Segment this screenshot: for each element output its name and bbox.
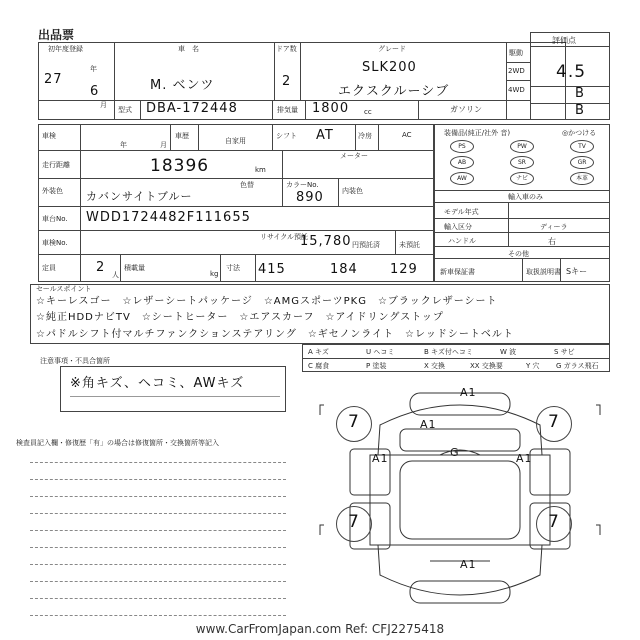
option-label: 車検No. — [42, 239, 68, 247]
equipment-item: GR — [570, 156, 594, 169]
reg-month: 6 — [90, 84, 100, 99]
equip-legend: ◎かつける — [562, 129, 597, 137]
damage-right: A1 — [516, 452, 533, 465]
equipment-item: AB — [450, 156, 474, 169]
year-unit: 年 — [90, 65, 97, 73]
maker-value: M. ベンツ — [150, 78, 215, 93]
legend-y: Y 穴 — [526, 362, 540, 370]
private-label: 自家用 — [225, 137, 246, 145]
legend-u: U ヘコミ — [366, 348, 395, 356]
shaken-label: 車検 — [42, 132, 56, 140]
repair-line — [30, 479, 286, 480]
model-year-label: モデル年式 — [444, 208, 479, 216]
load-label: 積載量 — [124, 264, 145, 272]
repair-line — [30, 462, 286, 463]
equipment-item: 本革 — [570, 172, 594, 185]
importer-label: 輸入区分 — [444, 223, 472, 231]
month-unit: 月 — [100, 101, 107, 109]
legend-g: G ガラス飛石 — [556, 362, 599, 370]
equipment-item: ナビ — [510, 172, 534, 185]
grade-line2: エクスクルーシブ — [338, 84, 450, 99]
color-original: カバンサイトブルー — [86, 190, 193, 203]
equipment-item: PW — [510, 140, 534, 153]
shaken-month: 月 — [160, 141, 167, 149]
equip-label: 装備品(純正/社外 音) — [444, 129, 511, 137]
legend-s: S サビ — [554, 348, 575, 356]
repair-line — [30, 496, 286, 497]
grade-label: グレード — [378, 45, 406, 53]
importer-value: ディーラ — [540, 223, 568, 231]
imports-label: 輸入車のみ — [508, 193, 543, 201]
doors-label: ドア数 — [276, 45, 297, 53]
damage-hood: A1 — [420, 418, 437, 431]
vin-label: 車台No. — [42, 215, 68, 223]
equipment-item: TV — [570, 140, 594, 153]
repair-line — [30, 598, 286, 599]
displacement-value: 1800 — [312, 101, 350, 116]
legend-a: A キズ — [308, 348, 329, 356]
footer-watermark: www.CarFromJapan.com Ref: CFJ2275418 — [195, 622, 445, 636]
dims-label: 寸法 — [226, 264, 240, 272]
color-no-label: カラーNo. — [286, 181, 319, 189]
shift-value: AT — [316, 128, 334, 143]
width-value: 184 — [330, 262, 358, 277]
not-deposited: 未預託 — [399, 241, 420, 249]
interior-score: B — [575, 86, 585, 101]
sales-point-line1: ☆キーレスゴー ☆レザーシートパッケージ ☆AMGスポーツPKG ☆ブラックレザーシート — [36, 296, 498, 307]
notes-text: ※角キズ、ヘコミ、AWキズ — [70, 376, 245, 391]
damage-left: A1 — [372, 452, 389, 465]
recycle-amount: 15,780 — [300, 234, 352, 249]
cc-unit: cc — [364, 108, 372, 116]
recycle-unit: 円預託済 — [352, 241, 380, 249]
model-label: 型式 — [118, 106, 132, 114]
repair-line — [30, 581, 286, 582]
displacement-label: 排気量 — [277, 106, 298, 114]
score-label: 評価点 — [552, 36, 576, 45]
equipment-item: SR — [510, 156, 534, 169]
capacity-label: 定員 — [42, 264, 56, 272]
repair-label: 検査員記入欄・修復歴「有」の場合は修復箇所・交換箇所等記入 — [16, 439, 219, 447]
repair-line — [30, 564, 286, 565]
drive-2wd: 2WD — [508, 67, 525, 75]
tire-mark-fr: 7 — [548, 412, 560, 432]
drive-4wd: 4WD — [508, 86, 525, 94]
reg-year: 27 — [44, 72, 63, 87]
sales-points-label: セールスポイント — [36, 285, 92, 293]
mileage-value: 18396 — [150, 156, 210, 176]
repair-line — [30, 615, 286, 616]
legend-xx: XX 交換要 — [470, 362, 503, 370]
recycle-label: リサイクル預託 — [260, 233, 309, 241]
color-change-label: 色替 — [240, 181, 254, 189]
load-unit: kg — [210, 270, 219, 278]
sales-point-line2: ☆純正HDDナビTV ☆シートヒーター ☆エアスカーフ ☆アイドリングストップ — [36, 312, 444, 323]
repair-line — [30, 513, 286, 514]
repair-line — [30, 547, 286, 548]
keys-value: Sキー — [566, 267, 588, 276]
interior-color-label: 内装色 — [342, 187, 363, 195]
drive-label: 駆動 — [509, 49, 523, 57]
meter-label: メーター — [340, 152, 368, 160]
capacity-value: 2 — [96, 260, 106, 275]
mileage-label: 走行距離 — [42, 161, 70, 169]
equipment-item: PS — [450, 140, 474, 153]
vin-value: WDD1724482F111655 — [86, 210, 251, 225]
model-value: DBA-172448 — [146, 101, 238, 116]
tire-mark-fl: 7 — [348, 412, 360, 432]
fuel-value: ガソリン — [450, 105, 482, 114]
reg-year-label: 初年度登録 — [48, 45, 83, 53]
length-value: 415 — [258, 262, 286, 277]
page-title: 出品票 — [38, 28, 75, 42]
score-value: 4.5 — [556, 62, 587, 82]
equipment-item: AW — [450, 172, 474, 185]
shaken-year: 年 — [120, 141, 127, 149]
legend-c: C 腐食 — [308, 362, 330, 370]
legend-x: X 交換 — [424, 362, 446, 370]
other-label: その他 — [508, 250, 529, 258]
sales-point-line3: ☆パドルシフト付マルチファンクションステアリング ☆ギセノンライト ☆レッドシートベルト — [36, 329, 514, 340]
handle-label: ハンドル — [448, 237, 476, 245]
damage-glass: G — [450, 446, 460, 459]
legend-p: P 塗装 — [366, 362, 387, 370]
warranty-label: 新車保証書 — [440, 268, 475, 276]
color-label: 外装色 — [42, 187, 63, 195]
ac-value: AC — [402, 131, 412, 139]
exterior-score: B — [575, 103, 585, 118]
capacity-unit: 人 — [112, 271, 119, 279]
legend-b: B キズ付ヘコミ — [424, 348, 473, 356]
doors-value: 2 — [282, 74, 292, 89]
km-unit: km — [255, 166, 266, 174]
handle-value: 右 — [548, 237, 556, 246]
tire-mark-rl: 7 — [348, 512, 360, 532]
ac-label: 冷房 — [358, 132, 372, 140]
shift-label: シフト — [276, 132, 297, 140]
manual-label: 取扱説明書 — [526, 268, 561, 276]
grade-line1: SLK200 — [362, 60, 417, 75]
body-history-label: 車歴 — [175, 132, 189, 140]
maker-label: 車 名 — [178, 45, 199, 53]
height-value: 129 — [390, 262, 418, 277]
repair-line — [30, 530, 286, 531]
damage-front: A1 — [460, 386, 477, 399]
color-no-value: 890 — [296, 190, 324, 205]
damage-rear: A1 — [460, 558, 477, 571]
tire-mark-rr: 7 — [548, 512, 560, 532]
notes-label: 注意事項・不具合箇所 — [40, 357, 110, 365]
legend-w: W 波 — [500, 348, 517, 356]
